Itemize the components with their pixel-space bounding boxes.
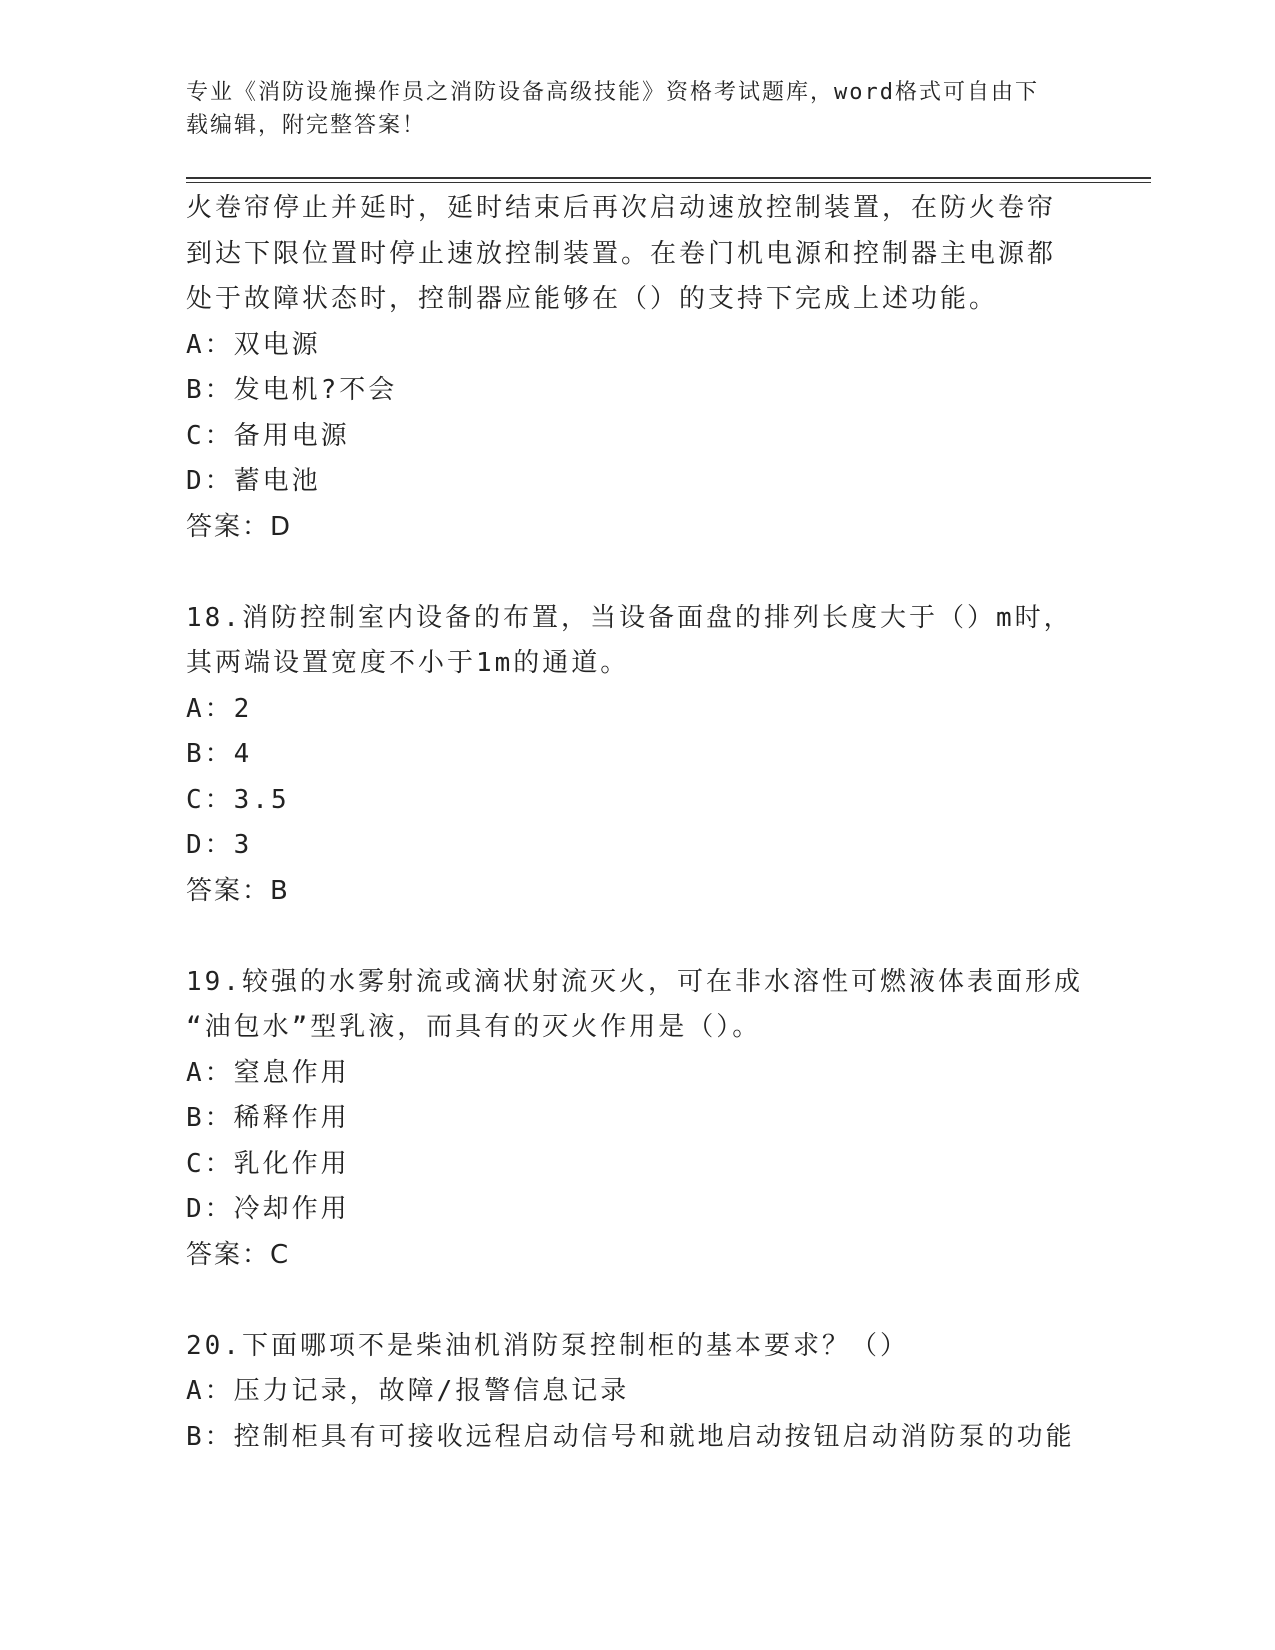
header-line-2: 载编辑，附完整答案！ [186, 113, 427, 138]
question-stem-line: 其两端设置宽度不小于1m的通道。 [186, 648, 630, 678]
option-a: A：双电源 [186, 329, 321, 360]
answer-line: 答案：C [186, 1239, 291, 1270]
question-stem-line: 到达下限位置时停止速放控制装置。在卷门机电源和控制器主电源都 [186, 238, 1057, 269]
question-18 [186, 596, 1186, 915]
question-stem-line: 20.下面哪项不是柴油机消防泵控制柜的基本要求？（） [186, 1330, 909, 1361]
option-d: D：蓄电池 [186, 466, 321, 496]
option-a: A：压力记录，故障/报警信息记录 [186, 1376, 630, 1406]
question-stem-line: 19.较强的水雾射流或滴状射流灭火，可在非水溶性可燃液体表面形成 [186, 966, 1083, 997]
question-stem-line: “油包水”型乳液，而具有的灭火作用是（）。 [186, 1012, 762, 1042]
answer-line: 答案：D [186, 511, 293, 542]
question-20 [186, 1324, 1186, 1461]
option-b: B：发电机?不会 [186, 375, 398, 405]
option-b: B：控制柜具有可接收远程启动信号和就地启动按钮启动消防泵的功能 [186, 1421, 1075, 1452]
option-c: C：备用电源 [186, 420, 350, 451]
option-c: C：乳化作用 [186, 1148, 350, 1179]
option-d: D：3 [186, 830, 253, 860]
option-d: D：冷却作用 [186, 1194, 350, 1224]
question-continuation [186, 186, 1186, 550]
question-19 [186, 960, 1186, 1279]
question-stem-line: 火卷帘停止并延时，延时结束后再次启动速放控制装置，在防火卷帘 [186, 193, 1057, 223]
option-b: B：稀释作用 [186, 1103, 350, 1133]
header-rule-thick [186, 177, 1151, 179]
option-a: A：2 [186, 693, 253, 724]
option-c: C：3.5 [186, 784, 290, 815]
option-a: A：窒息作用 [186, 1057, 350, 1088]
question-stem-line: 18.消防控制室内设备的布置，当设备面盘的排列长度大于（）m时， [186, 602, 1073, 633]
document-header [186, 76, 1086, 142]
option-b: B：4 [186, 739, 253, 769]
answer-line: 答案：B [186, 875, 290, 906]
question-content [186, 186, 1186, 1460]
header-line-1: 专业《消防设施操作员之消防设备高级技能》资格考试题库，word格式可自由下 [186, 80, 1039, 105]
header-rule-thin [186, 182, 1151, 183]
question-stem-line: 处于故障状态时，控制器应能够在（）的支持下完成上述功能。 [186, 284, 999, 314]
